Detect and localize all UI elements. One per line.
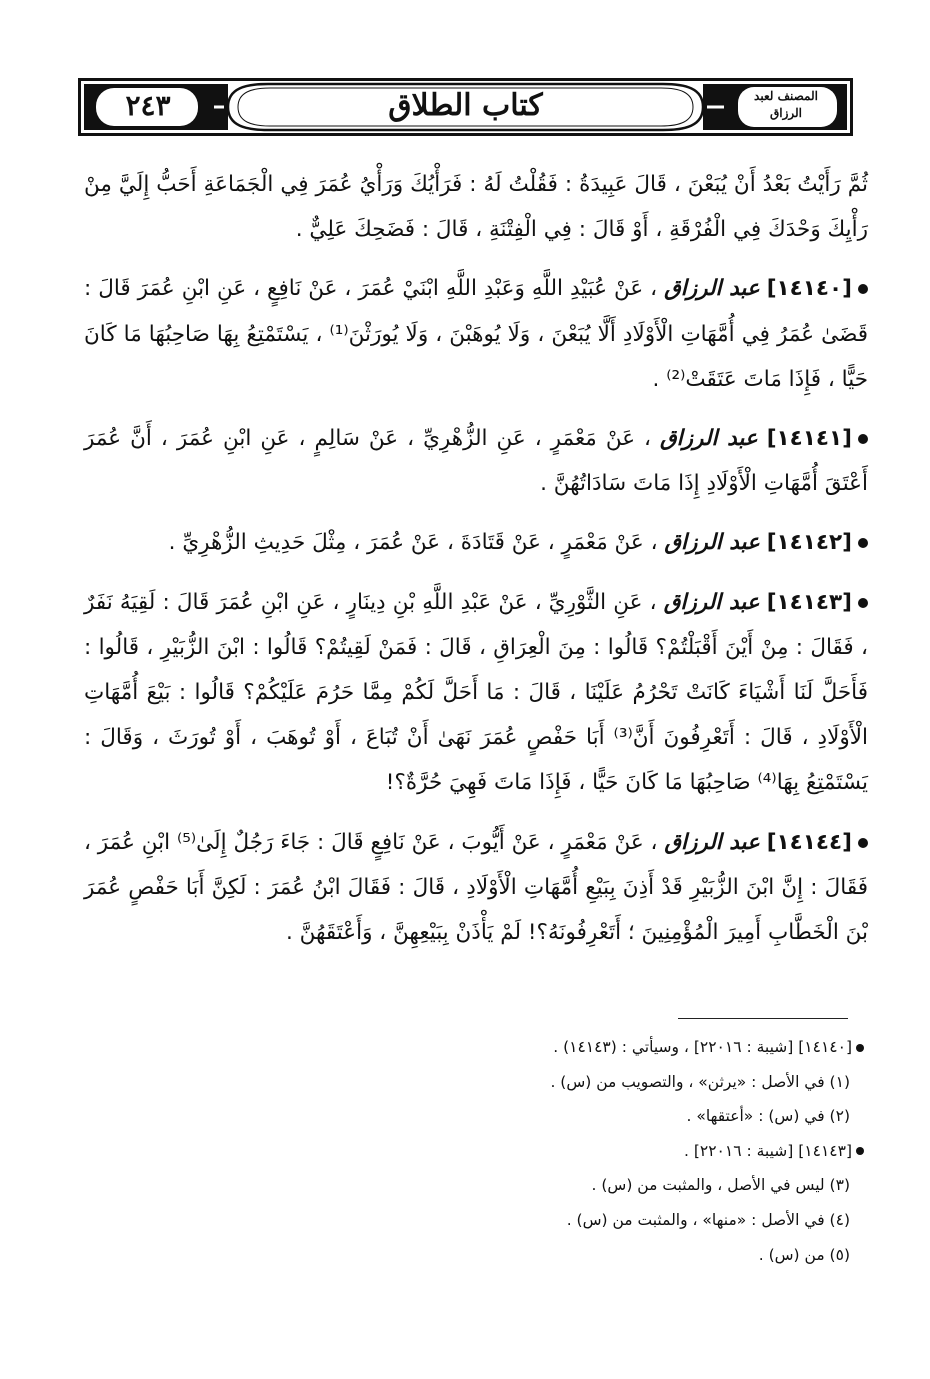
hadith-entry [84,580,868,806]
hadith-text: ، عَنْ مَعْمَرٍ ، عَنْ أَيُّوبَ ، عَنْ نَافِعٍ قَالَ : جَاءَ رَجُلٌ إِلَىٰ⁽⁵⁾ ابْنِ عُمَرَ ، فَقَالَ : إِنَّ ابْنَ الزُّبَيْرِ قَدْ أَذِنَ بِبَيْعِ أُمَّهَاتِ الْأَوْلَادِ ، قَالَ : فَقَالَ ابْنُ عُمَرَ : لَكِنَّ أَبَا حَفْصٍ عُمَرَ بْنَ الْخَطَّابِ أَمِيرَ الْمُؤْمِنِينَ ؛ أَتَعْرِفُونَهُ؟! لَمْ يَأْذَنْ بِبَيْعِهِنَّ ، وَأَعْتَقَهُنَّ . [84,829,868,946]
hadith-number: [١٤١٤٠] [766,276,852,302]
chapter-title: كتاب الطلاق [388,88,543,123]
page-header [78,78,853,136]
footnote: (٥) من (س) . [758,1245,850,1264]
footnote: (٣) ليس في الأصل ، والمثبت من (س) . [591,1176,850,1195]
footnote: (٢) في (س) : «أعتقها» . [686,1107,850,1126]
bullet-icon [858,284,868,294]
footnote-source [84,1032,864,1062]
bullet-icon [858,598,868,608]
hadith-entry [84,266,868,402]
footnote-source [84,1136,864,1166]
bullet-icon [856,1147,864,1155]
bullet-icon [856,1044,864,1052]
main-text [84,162,868,969]
hadith-text: ، عَنْ مَعْمَرٍ ، عَنِ الزُّهْرِيِّ ، عَنْ سَالِمٍ ، عَنِ ابْنِ عُمَرَ ، أَنَّ عُمَرَ أَعْتَقَ أُمَّهَاتِ الْأَوْلَادِ إِذَا مَاتَ سَادَاتُهُنَّ . [84,426,868,497]
bullet-icon [858,434,868,444]
hadith-text: ، عَنْ مَعْمَرٍ ، عَنْ قَتَادَةَ ، عَنْ عُمَرَ ، مِثْلَ حَدِيثِ الزُّهْرِيِّ . [168,530,658,556]
page-number: ٢٤٣ [125,89,171,122]
hadith-number: [١٤١٤٢] [766,530,852,556]
hadith-text: ، عَنْ عُبَيْدِ اللَّهِ وَعَبْدِ اللَّهِ ابْنَيْ عُمَرَ ، عَنْ نَافِعٍ ، عَنِ ابْنِ عُمَرَ قَالَ : قَضَىٰ عُمَرُ فِي أُمَّهَاتِ الْأَوْلَادِ أَلَّا يُبَعْنَ ، وَلَا يُوهَبْنَ ، وَلَا يُورَثْنَ⁽¹⁾ ، يَسْتَمْتِعُ بِهَا صَاحِبُهَا مَا كَانَ حَيًّا ، فَإِذَا مَاتَ عَتَقَتْ⁽²⁾ . [84,276,868,392]
hadith-narrator: عبد الرزاق [664,829,760,855]
hadith-narrator: عبد الرزاق [663,589,760,615]
hadith-entry [84,416,868,506]
hadith-text: ، عَنِ الثَّوْرِيِّ ، عَنْ عَبْدِ اللَّهِ بْنِ دِينَارٍ ، عَنِ ابْنِ عُمَرَ قَالَ : لَقِيَهُ نَفَرٌ ، فَقَالَ : مِنْ أَيْنَ أَقْبَلْتُمْ؟ قَالُوا : مِنَ الْعِرَاقِ ، قَالَ : فَمَنْ لَقِيتُمْ؟ قَالُوا : ابْنَ الزُّبَيْرِ ، قَالُوا : فَأَحَلَّ لَنَا أَشْيَاءَ كَانَتْ تَحْرُمُ عَلَيْنَا ، قَالَ : مَا أَحَلَّ لَكُمْ مِمَّا حَرُمَ عَلَيْكُمْ؟ قَالُوا : بَيْعَ أُمَّهَاتِ الْأَوْلَادِ ، قَالَ : أَتَعْرِفُونَ أَنَّ⁽³⁾ أَبَا حَفْصٍ عُمَرَ نَهَىٰ أَنْ تُبَاعَ ، أَوْ تُوهَبَ ، أَوْ تُورَثَ ، وَقَالَ : يَسْتَمْتِعُ بِهَا⁽⁴⁾ صَاحِبُهَا مَا كَانَ حَيًّا ، فَإِذَا مَاتَ فَهِيَ حُرَّةٌ؟! [84,589,869,796]
hadith-narrator: عبد الرزاق [660,426,758,452]
footnote-text: [١٤١٤٠] [شيبة : ٢٢٠١٦] ، وسيأتي : (١٤١٤٣) . [553,1038,852,1056]
footnote-divider [678,1018,848,1019]
hadith-entry [84,520,868,565]
bullet-icon [858,838,868,848]
hadith-entry [84,820,868,956]
footnote: (٤) في الأصل : «منها» ، والمثبت من (س) . [566,1210,850,1229]
footnote-text: [١٤١٤٣] [شيبة : ٢٢٠١٦] . [684,1141,852,1160]
hadith-narrator: عبد الرزاق [664,276,760,302]
footnote: (١) في الأصل : «يرثن» ، والتصويب من (س) . [550,1072,850,1091]
intro-paragraph: ثُمَّ رَأَيْتُ بَعْدُ أَنْ يُبَعْنَ ، قَالَ عَبِيدَةُ : فَقُلْتُ لَهُ : فَرَأْيُكَ وَرَأْيُ عُمَرَ فِي الْجَمَاعَةِ أَحَبُّ إِلَيَّ مِنْ رَأْيِكَ وَحْدَكَ فِي الْفُرْقَةِ ، أَوْ قَالَ : فِي الْفِتْنَةِ ، قَالَ : فَضَحِكَ عَلِيٌّ . [84,172,868,243]
footnotes [84,1032,864,1274]
hadith-narrator: عبد الرزاق [664,530,760,556]
hadith-number: [١٤١٤٣] [766,589,852,615]
book-logo: المصنف لعبد الرزاق [754,89,818,120]
bullet-icon [858,538,868,548]
hadith-number: [١٤١٤١] [766,426,852,452]
hadith-number: [١٤١٤٤] [766,829,852,855]
